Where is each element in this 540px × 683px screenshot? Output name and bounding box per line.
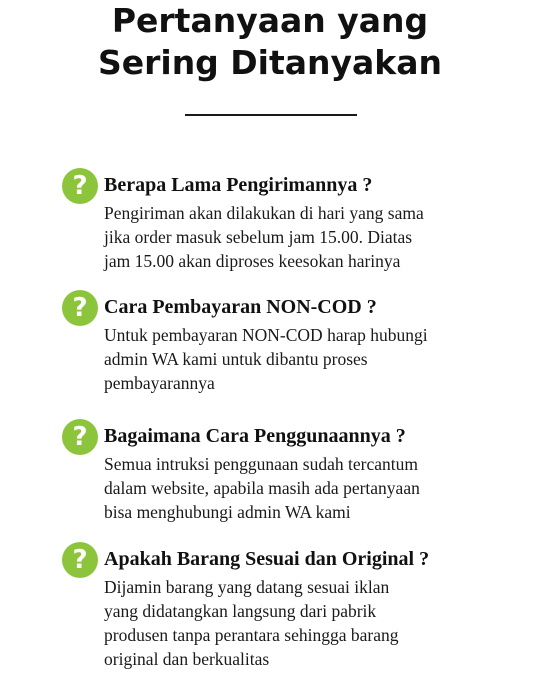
faq-answer-line: Semua intruksi penggunaan sudah tercantum [104,454,418,474]
faq-answer-line: yang didatangkan langsung dari pabrik [104,601,377,621]
question-circle-icon: ? [62,168,98,204]
page-title-line-1: Pertanyaan yang [111,1,429,40]
faq-answer-line: pembayarannya [104,373,215,393]
faq-answer-line: Pengiriman akan dilakukan di hari yang sama [104,203,424,223]
faq-question: Bagaimana Cara Penggunaannya ? [104,425,406,447]
page-title-line-2: Sering Ditanyakan [97,43,443,82]
faq-answer-line: produsen tanpa perantara sehingga barang [104,625,399,645]
faq-question: Cara Pembayaran NON-COD ? [104,296,377,318]
faq-answer-line: jam 15.00 akan diproses keesokan harinya [104,251,401,271]
title-divider [185,114,357,116]
question-circle-icon: ? [62,290,98,326]
faq-answer [104,452,504,524]
faq-answer [104,575,504,671]
faq-answer-line: Dijamin barang yang datang sesuai iklan [104,577,390,597]
faq-question: Berapa Lama Pengirimannya ? [104,174,373,196]
faq-answer-line: admin WA kami untuk dibantu proses [104,349,368,369]
page-title [0,0,540,84]
faq-answer-line: original dan berkualitas [104,649,270,669]
faq-answer-line: dalam website, apabila masih ada pertanyaan [104,478,420,498]
faq-answer-line: bisa menghubungi admin WA kami [104,502,351,522]
question-circle-icon: ? [62,542,98,578]
faq-answer-line: jika order masuk sebelum jam 15.00. Diatas [104,227,413,247]
faq-answer [104,323,504,395]
faq-answer-line: Untuk pembayaran NON-COD harap hubungi [104,325,428,345]
question-circle-icon: ? [62,419,98,455]
faq-answer [104,201,504,273]
faq-question: Apakah Barang Sesuai dan Original ? [104,548,430,570]
